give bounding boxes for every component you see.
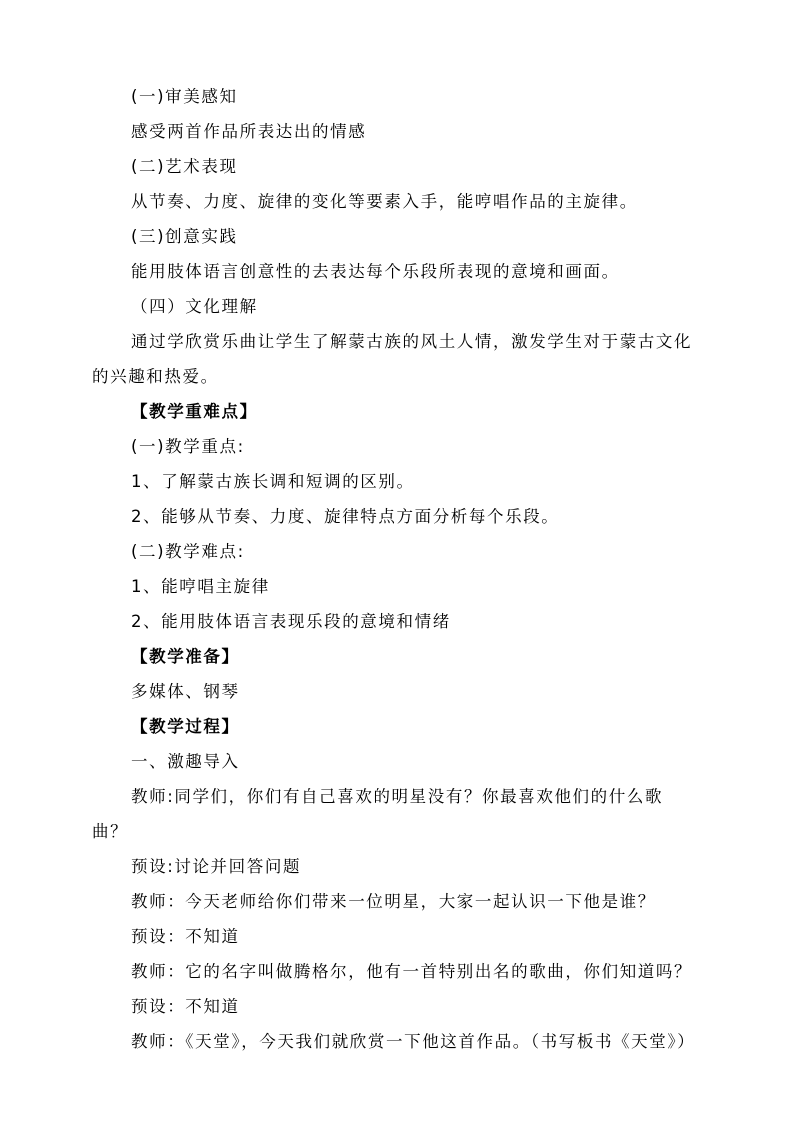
teaching-difficulty-item-2: 2、能用肢体语言表现乐段的意境和情绪 bbox=[131, 612, 451, 631]
teacher-line-3: 教师：它的名字叫做腾格尔，他有一首特别出名的歌曲，你们知道吗？ bbox=[131, 962, 693, 981]
teacher-line-1-part-1: 教师:同学们，你们有自己喜欢的明星没有？你最喜欢他们的什么歌 bbox=[131, 787, 664, 806]
section-cultural-understanding-heading: （四）文化理解 bbox=[131, 297, 258, 316]
teaching-preparation-heading: 【教学准备】 bbox=[131, 647, 240, 666]
cultural-understanding-text-line-1: 通过学欣赏乐曲让学生了解蒙古族的风土人情，激发学生对于蒙古文化 bbox=[131, 332, 693, 351]
teaching-difficulty-subheading: (二)教学难点: bbox=[131, 542, 245, 561]
expected-answer-2: 预设：不知道 bbox=[131, 927, 240, 946]
teaching-focus-subheading: (一)教学重点: bbox=[131, 437, 245, 456]
expected-answer-1: 预设:讨论并回答问题 bbox=[131, 857, 302, 876]
teacher-line-2: 教师：今天老师给你们带来一位明星，大家一起认识一下他是谁？ bbox=[131, 892, 656, 911]
section-aesthetic-perception-heading: (一)审美感知 bbox=[131, 87, 238, 106]
teaching-preparation-text: 多媒体、钢琴 bbox=[131, 682, 240, 701]
artistic-expression-text: 从节奏、力度、旋律的变化等要素入手，能哼唱作品的主旋律。 bbox=[131, 192, 638, 211]
aesthetic-perception-text: 感受两首作品所表达出的情感 bbox=[131, 122, 367, 141]
intro-section-heading: 一、激趣导入 bbox=[131, 752, 240, 771]
section-artistic-expression-heading: (二)艺术表现 bbox=[131, 157, 238, 176]
teacher-line-1-part-2: 曲？ bbox=[92, 822, 129, 841]
teacher-line-4: 教师：《天堂》，今天我们就欣赏一下他这首作品。（书写板书《天堂》） bbox=[131, 1032, 696, 1051]
teaching-focus-item-2: 2、能够从节奏、力度、旋律特点方面分析每个乐段。 bbox=[131, 507, 560, 526]
teaching-process-heading: 【教学过程】 bbox=[131, 717, 240, 736]
teaching-focus-item-1: 1、了解蒙古族长调和短调的区别。 bbox=[131, 472, 415, 491]
teaching-difficulty-item-1: 1、能哼唱主旋律 bbox=[131, 577, 270, 596]
cultural-understanding-text-line-2: 的兴趣和热爱。 bbox=[92, 367, 219, 386]
creative-practice-text: 能用肢体语言创意性的去表达每个乐段所表现的意境和画面。 bbox=[131, 262, 620, 281]
expected-answer-3: 预设：不知道 bbox=[131, 997, 240, 1016]
section-creative-practice-heading: (三)创意实践 bbox=[131, 227, 238, 246]
teaching-key-points-heading: 【教学重难点】 bbox=[131, 402, 258, 421]
